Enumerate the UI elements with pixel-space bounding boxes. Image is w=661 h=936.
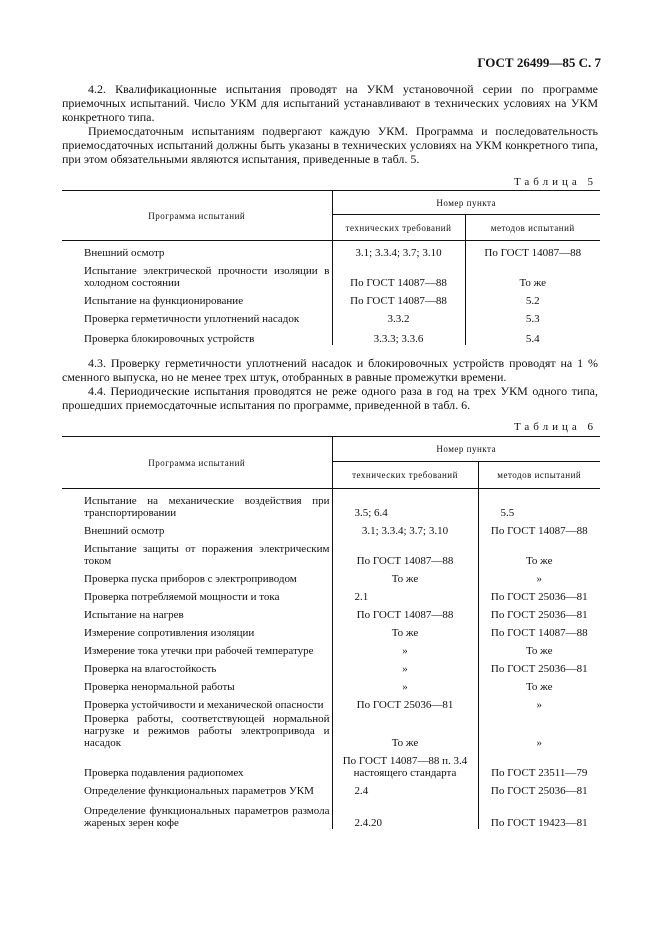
test-program-cell: Определение функциональных параметров УКМ: [84, 785, 314, 797]
table-row: [62, 641, 600, 659]
tech-requirements-cell: 2.4: [332, 781, 478, 799]
table-row: [62, 677, 600, 695]
test-methods-cell: По ГОСТ 14087—88: [465, 241, 600, 262]
paragraph-acceptance: Приемосдаточным испытаниям подвергают каждую УКМ. Программа и последовательность приемосдаточных испытаний должны быть указаны в технических условиях на УКМ конкретного типа, при этом обязательными являются испытания, приведенные в табл. 5.: [62, 124, 598, 166]
table-row: [62, 751, 600, 781]
table-row: [62, 569, 600, 587]
test-methods-cell: 5.2: [465, 291, 600, 309]
paragraph-4-2: 4.2. Квалификационные испытания проводят на УКМ установочной серии по программе приемочных испытаний. Число УКМ для испытаний устанавливают в технических условиях на УКМ конкретного типа.: [62, 82, 598, 124]
table5-caption: Таблица 5: [513, 176, 597, 188]
test-program-cell: Проверка блокировочных устройств: [84, 333, 255, 345]
tech-requirements-cell: По ГОСТ 14087—88: [332, 291, 465, 309]
table-row: [62, 539, 600, 569]
table-5: [62, 190, 600, 345]
test-methods-cell: »: [478, 713, 600, 751]
table-row: [62, 241, 600, 262]
table-6: [62, 436, 600, 829]
table6-head-program: Программа испытаний: [62, 437, 332, 489]
table6-caption: Таблица 6: [513, 421, 597, 433]
table6-head-methods: методов испытаний: [478, 462, 600, 489]
test-methods-cell: 5.4: [465, 327, 600, 345]
test-methods-cell: По ГОСТ 19423—81: [478, 799, 600, 829]
tech-requirements-cell: 3.3.3; 3.3.6: [332, 327, 465, 345]
table-row: [62, 781, 600, 799]
test-methods-cell: То же: [478, 677, 600, 695]
test-program-cell: Проверка подавления радиопомех: [84, 767, 244, 779]
table6-head-number: Номер пункта: [332, 437, 600, 462]
page-header: ГОСТ 26499—85 С. 7: [477, 55, 601, 70]
table-row: [62, 327, 600, 345]
table6-head-tech: технических требований: [332, 462, 478, 489]
table-row: [62, 695, 600, 713]
test-methods-cell: То же: [478, 641, 600, 659]
tech-requirements-cell: По ГОСТ 14087—88 п. 3.4 настоящего стандарта: [332, 751, 478, 781]
test-program-cell: Определение функциональных параметров размола жареных зерен кофе: [84, 805, 330, 829]
table-row: [62, 309, 600, 327]
test-program-cell: Проверка пуска приборов с электроприводом: [84, 573, 297, 585]
tech-requirements-cell: 3.5; 6.4: [332, 489, 478, 522]
test-program-cell: Измерение тока утечки при рабочей температуре: [84, 645, 314, 657]
test-methods-cell: То же: [478, 539, 600, 569]
test-methods-cell: По ГОСТ 25036—81: [478, 659, 600, 677]
test-methods-cell: »: [478, 695, 600, 713]
table5-head-program: Программа испытаний: [62, 191, 332, 241]
tech-requirements-cell: 3.3.2: [332, 309, 465, 327]
test-methods-cell: »: [478, 569, 600, 587]
tech-requirements-cell: То же: [332, 623, 478, 641]
test-program-cell: Внешний осмотр: [84, 247, 165, 259]
table-row: [62, 587, 600, 605]
table-row: [62, 521, 600, 539]
test-program-cell: Внешний осмотр: [84, 525, 165, 537]
test-methods-cell: По ГОСТ 25036—81: [478, 605, 600, 623]
test-program-cell: Испытание электрической прочности изоляции в холодном состоянии: [84, 265, 330, 289]
test-methods-cell: По ГОСТ 25036—81: [478, 587, 600, 605]
tech-requirements-cell: »: [332, 641, 478, 659]
test-program-cell: Измерение сопротивления изоляции: [84, 627, 255, 639]
test-program-cell: Проверка устойчивости и механической опасности: [84, 699, 324, 711]
paragraph-4-3: 4.3. Проверку герметичности уплотнений насадок и блокировочных устройств проводят на 1 % сменного выпуска, но не менее трех штук, отобранных в равные промежутки времени.: [62, 356, 598, 384]
table-row: [62, 489, 600, 522]
tech-requirements-cell: 2.1: [332, 587, 478, 605]
test-program-cell: Проверка потребляемой мощности и тока: [84, 591, 280, 603]
tech-requirements-cell: 2.4.20: [332, 799, 478, 829]
tech-requirements-cell: »: [332, 677, 478, 695]
table-row: [62, 659, 600, 677]
test-program-cell: Проверка на влагостойкость: [84, 663, 217, 675]
table5-head-tech: технических требований: [332, 215, 465, 241]
tech-requirements-cell: По ГОСТ 14087—88: [332, 261, 465, 291]
test-methods-cell: 5.5: [478, 489, 600, 522]
test-program-cell: Испытание на нагрев: [84, 609, 184, 621]
table5-head-methods: методов испытаний: [465, 215, 600, 241]
test-program-cell: Проверка ненормальной работы: [84, 681, 235, 693]
tech-requirements-cell: 3.1; 3.3.4; 3.7; 3.10: [332, 521, 478, 539]
tech-requirements-cell: 3.1; 3.3.4; 3.7; 3.10: [332, 241, 465, 262]
test-program-cell: Проверка работы, соответствующей нормальной нагрузке и режимов работы электропривода и насадок: [84, 713, 330, 749]
test-methods-cell: 5.3: [465, 309, 600, 327]
test-methods-cell: По ГОСТ 23511—79: [478, 751, 600, 781]
test-methods-cell: По ГОСТ 14087—88: [478, 521, 600, 539]
tech-requirements-cell: »: [332, 659, 478, 677]
test-program-cell: Испытание на механические воздействия при транспортировании: [84, 495, 330, 519]
test-methods-cell: По ГОСТ 14087—88: [478, 623, 600, 641]
test-methods-cell: По ГОСТ 25036—81: [478, 781, 600, 799]
table-row: [62, 261, 600, 291]
table-row: [62, 713, 600, 751]
test-program-cell: Проверка герметичности уплотнений насадок: [84, 313, 300, 325]
tech-requirements-cell: По ГОСТ 14087—88: [332, 539, 478, 569]
table5-head-number: Номер пункта: [332, 191, 600, 215]
tech-requirements-cell: По ГОСТ 25036—81: [332, 695, 478, 713]
tech-requirements-cell: То же: [332, 713, 478, 751]
table-row: [62, 605, 600, 623]
table-row: [62, 799, 600, 829]
test-methods-cell: То же: [465, 261, 600, 291]
tech-requirements-cell: То же: [332, 569, 478, 587]
table-row: [62, 623, 600, 641]
tech-requirements-cell: По ГОСТ 14087—88: [332, 605, 478, 623]
paragraph-4-4: 4.4. Периодические испытания проводятся не реже одного раза в год на трех УКМ одного типа, прошедших приемосдаточные испытания по программе, приведенной в табл. 6.: [62, 384, 598, 412]
test-program-cell: Испытание на функционирование: [84, 295, 244, 307]
test-program-cell: Испытание защиты от поражения электрическим током: [84, 543, 330, 567]
table-row: [62, 291, 600, 309]
